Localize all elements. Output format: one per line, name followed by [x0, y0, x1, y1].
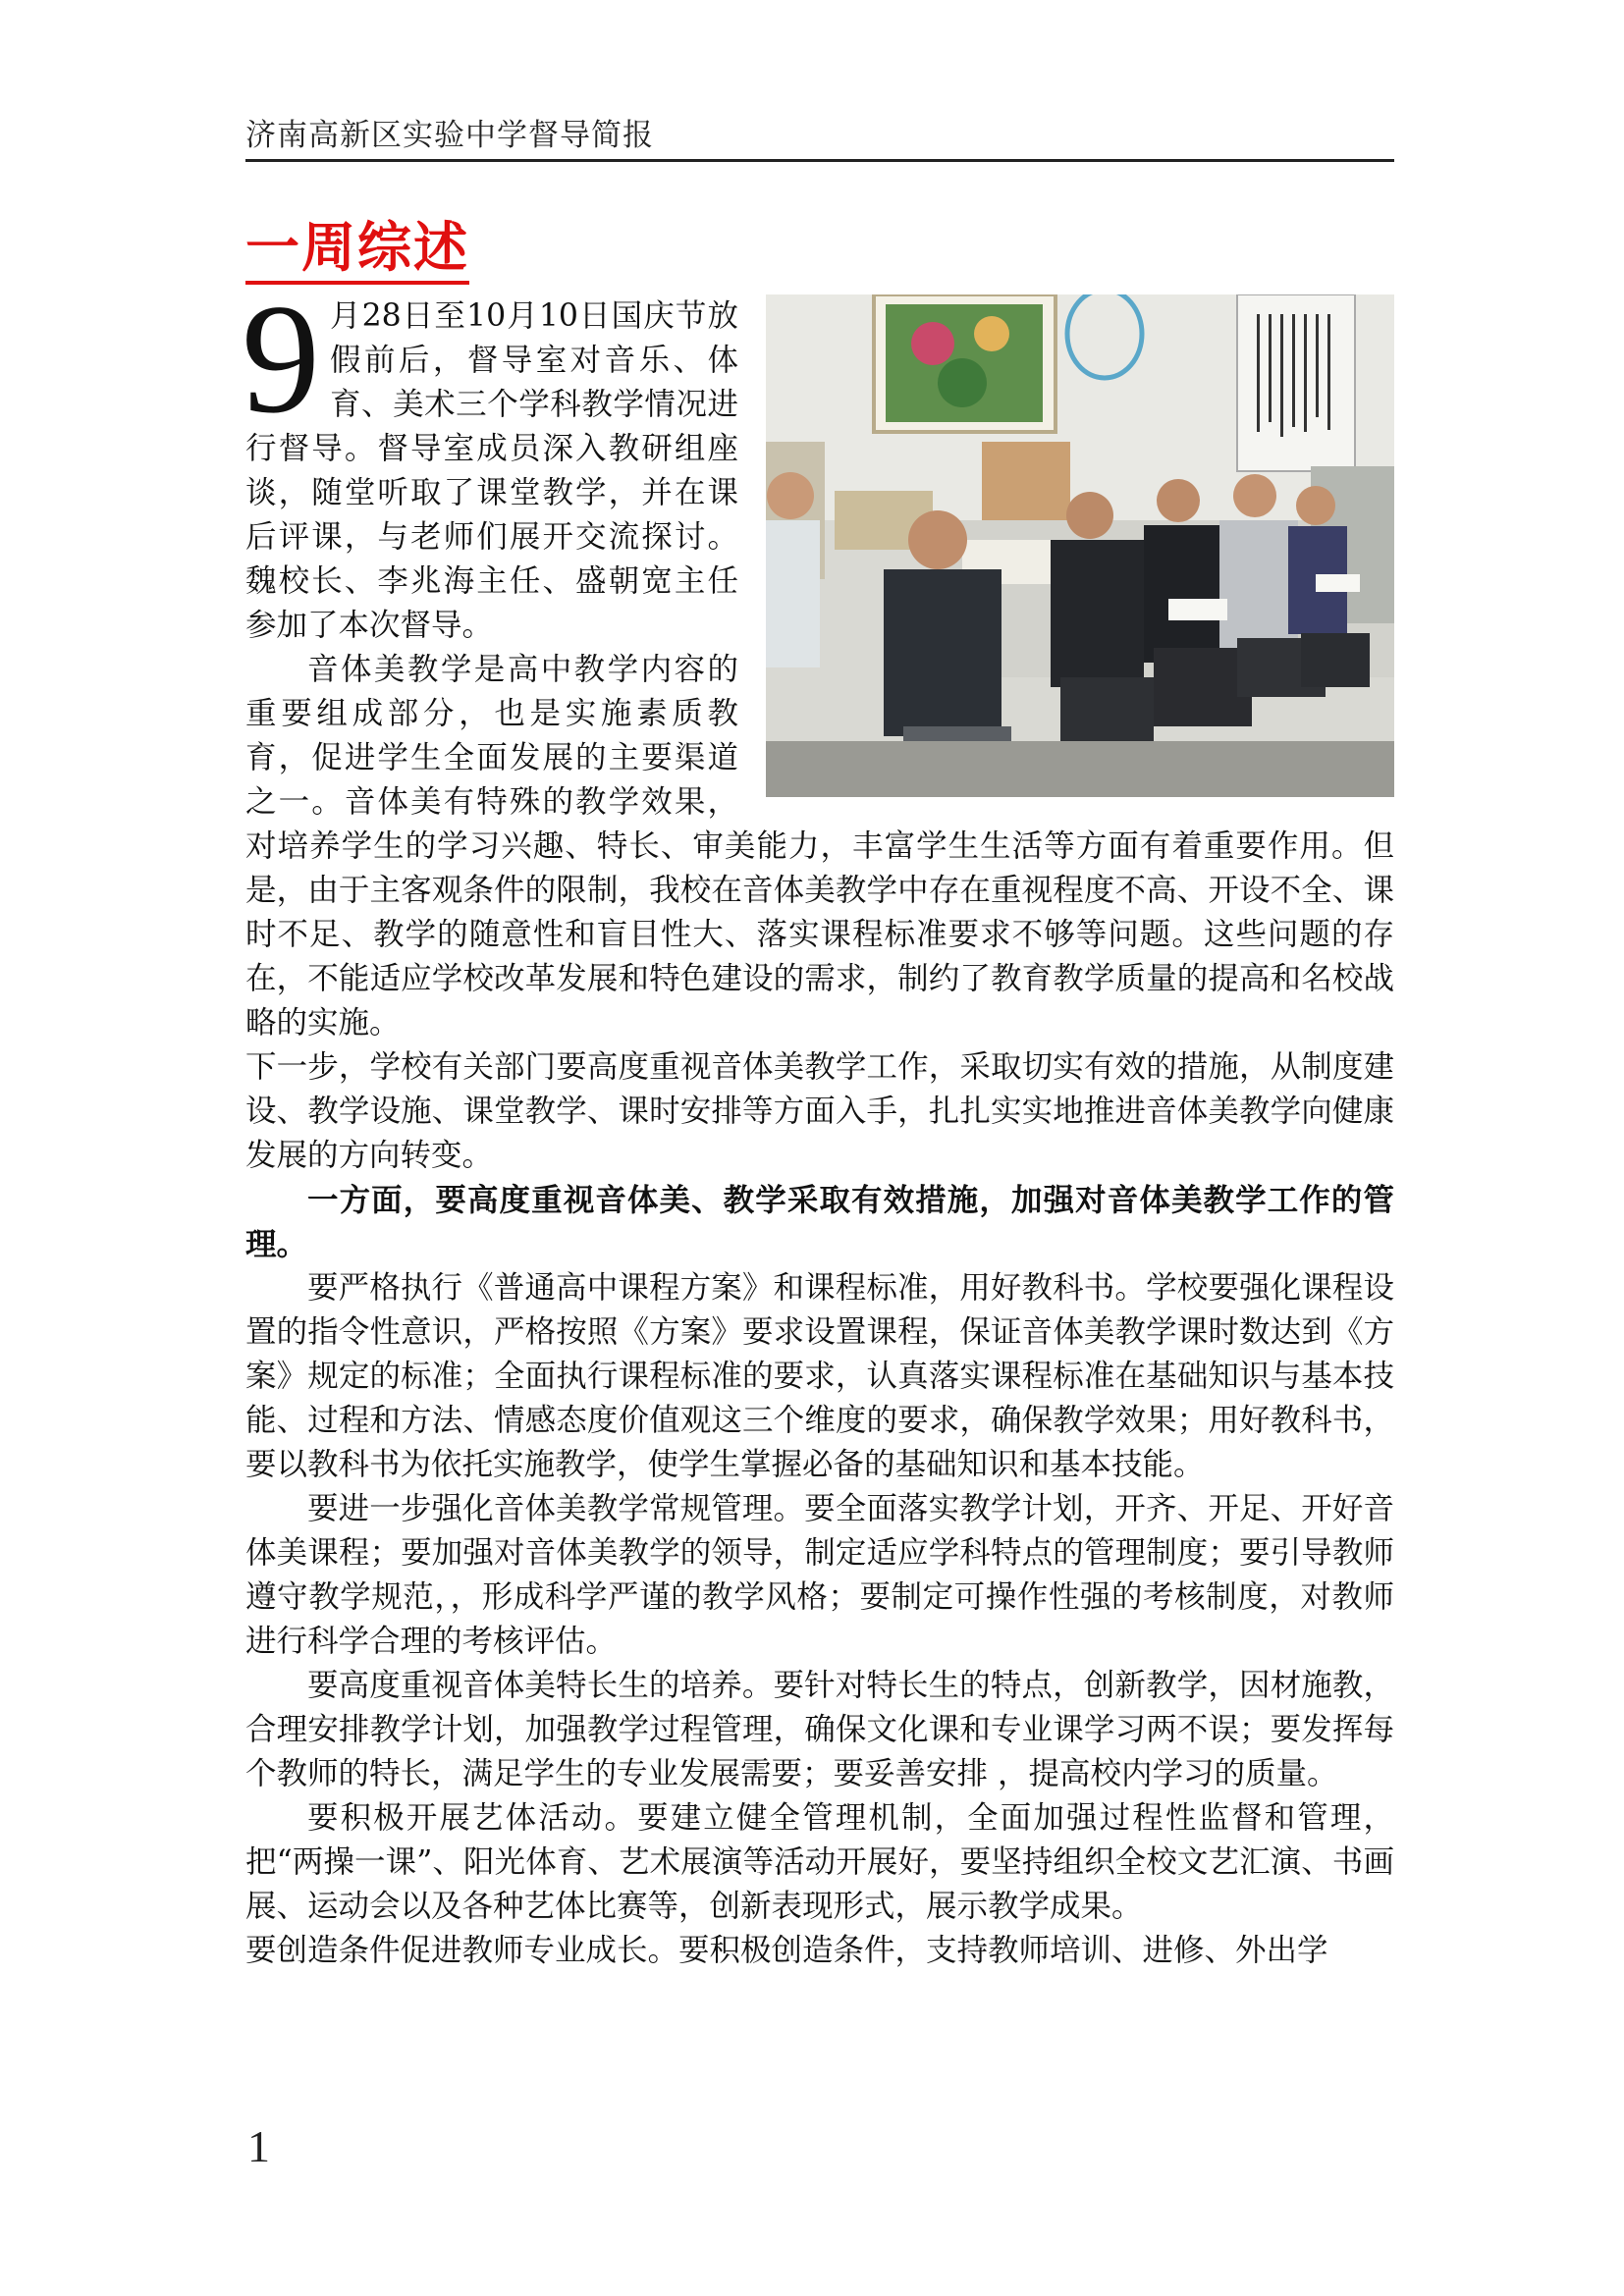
newsletter-header [245, 116, 1394, 162]
section-title: 一周综述 [245, 218, 469, 285]
paragraph-9: 要创造条件促进教师专业成长。要积极创造条件，支持教师培训、进修、外出学 [245, 1933, 1328, 1968]
paragraph-3: 下一步，学校有关部门要高度重视音体美教学工作，采取切实有效的措施，从制度建设、教学设施、课堂教学、课时安排等方面入手，扎扎实实地推进音体美教学向健康发展的方向转变。 [245, 1049, 1394, 1173]
page-number: 1 [247, 2121, 270, 2171]
meeting-photo [766, 294, 1394, 797]
article-body [242, 271, 1394, 1973]
newsletter-title: 济南高新区实验中学督导简报 [245, 118, 654, 153]
meeting-photo-illustration [766, 294, 1394, 797]
paragraph-5: 要严格执行《普通高中课程方案》和课程标准，用好教科书。学校要强化课程设置的指令性意识，严格按照《方案》要求设置课程，保证音体美教学课时数达到《方案》规定的标准；全面执行课程标准的要求，认真落实课程标准在基础知识与基本技能、过程和方法、情感态度价值观这三个维度的要求，确保教学效果；用好教科书，要以教科书为依托实施教学，使学生掌握必备的基础知识和基本技能。 [245, 1270, 1394, 1482]
drop-cap: 9 [242, 271, 320, 446]
paragraph-2: 音体美教学是高中教学内容的重要组成部分，也是实施素质教育，促进学生全面发展的主要渠道之一。音体美有特殊的教学效果，对培养学生的学习兴趣、特长、审美能力，丰富学生生活等方面有着重要作用。但是，由于主客观条件的限制，我校在音体美教学中存在重视程度不高、开设不全、课时不足、教学的随意性和盲目性大、落实课程标准要求不够等问题。这些问题的存在，不能适应学校改革发展和特色建设的需求，制约了教育教学质量的提高和名校战略的实施。 [245, 652, 1394, 1041]
paragraph-8: 要积极开展艺体活动。要建立健全管理机制，全面加强过程性监督和管理，把“两操一课”、阳光体育、艺术展演等活动开展好，要坚持组织全校文艺汇演、书画展、运动会以及各种艺体比赛等，创新表现形式，展示教学成果。 [245, 1800, 1394, 1924]
paragraph-intro-text: 月28日至10月10日国庆节放假前后，督导室对音乐、体育、美术三个学科教学情况进行督导。督导室成员深入教研组座谈，随堂听取了课堂教学，并在课后评课，与老师们展开交流探讨。魏校长、李兆海主任、盛朝宽主任参加了本次督导。 [245, 298, 738, 643]
paragraph-4-heading: 一方面，要高度重视音体美、教学采取有效措施，加强对音体美教学工作的管理。 [245, 1182, 1394, 1262]
paragraph-6: 要进一步强化音体美教学常规管理。要全面落实教学计划，开齐、开足、开好音体美课程；要加强对音体美教学的领导，制定适应学科特点的管理制度；要引导教师遵守教学规范，，形成科学严谨的教学风格；要制定可操作性强的考核制度，对教师进行科学合理的考核评估。 [245, 1491, 1394, 1659]
paragraph-7: 要高度重视音体美特长生的培养。要针对特长生的特点，创新教学，因材施教，合理安排教学计划，加强教学过程管理，确保文化课和专业课学习两不误；要发挥每个教师的特长，满足学生的专业发展需要；要妥善安排 ，提高校内学习的质量。 [245, 1668, 1394, 1791]
